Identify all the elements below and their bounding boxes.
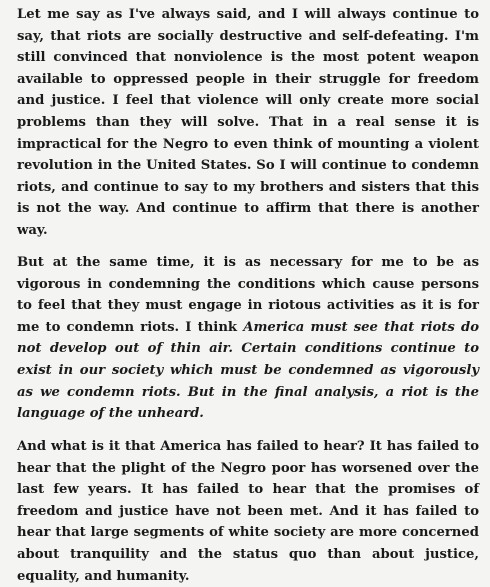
paragraph-2 — [17, 252, 479, 425]
paragraph-3: And what is it that America has failed to hear? It has failed to hear that the plight of the Negro poor has worsened over the last few years. It has failed to hear that the promises of freedom and justice have not been met. And it has failed to hear that large segments of white society are more concerned about tranquility and the status quo than about justice, equality, and humanity. — [17, 439, 479, 584]
paragraph-2-regular-text: But at the same time, it is as necessary for me to be as vigorous in condemning the conditions which cause persons to feel that they must engage in riotous activities as it is for me to condemn riots. I think — [17, 255, 479, 335]
paragraph-2-italic-text: America must see that riots do not develop out of thin air. Certain conditions continue to exist in our society which must be condemned as vigorously as we condemn riots. But in the final analysis, a riot is the language of the unheard. — [17, 319, 479, 422]
paragraph-1: Let me say as I've always said, and I will always continue to say, that riots are socially destructive and self-defeating. I'm still convinced that nonviolence is the most potent weapon available to oppressed people in their struggle for freedom and justice. I feel that violence will only create more social problems than they will solve. That in a real sense it is impractical for the Negro to even think of mounting a violent revolution in the United States. So I will continue to condemn riots, and continue to say to my brothers and sisters that this is not the way. And continue to affirm that there is another way. — [17, 7, 479, 238]
